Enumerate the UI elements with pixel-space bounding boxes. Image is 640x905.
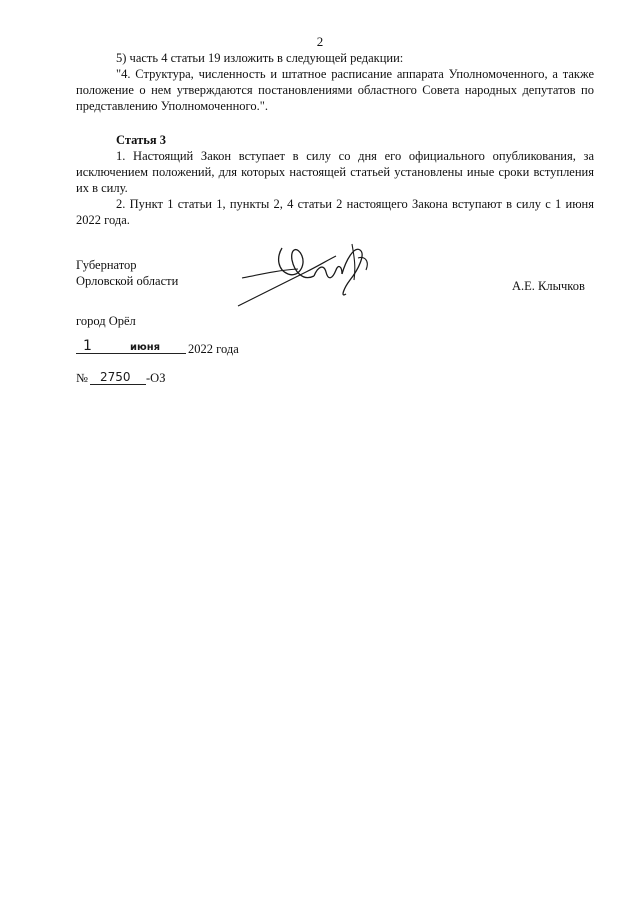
article-paragraph-1: 1. Настоящий Закон вступает в силу со дня его официального опубликования, за исключением положений, для которых настоящей статьей установлены иные сроки вступления их в силу. bbox=[76, 149, 594, 195]
handwritten-signature bbox=[232, 236, 382, 316]
date-year: 2022 года bbox=[188, 342, 239, 356]
date-month: июня bbox=[130, 342, 161, 353]
month-underline bbox=[116, 353, 186, 354]
date-day: 1 bbox=[83, 338, 92, 354]
document-body bbox=[76, 50, 594, 228]
signer-title-line2: Орловской области bbox=[76, 274, 179, 288]
article-heading: Статья 3 bbox=[116, 133, 166, 147]
article-paragraph-2: 2. Пункт 1 статьи 1, пункты 2, 4 статьи 2 настоящего Закона вступают в силу с 1 июня 2022 года. bbox=[76, 197, 594, 227]
amendment-item-5: 5) часть 4 статьи 19 изложить в следующей редакции: bbox=[116, 51, 404, 65]
law-number-prefix: № bbox=[76, 371, 88, 385]
law-number-value: 2750 bbox=[100, 370, 131, 384]
signer-title-line1: Губернатор bbox=[76, 258, 137, 272]
city-line: город Орёл bbox=[76, 314, 136, 328]
amendment-text: "4. Структура, численность и штатное расписание аппарата Уполномоченного, а также положение о нем утверждаются постановлениями областного Совета народных депутатов по представлению Уполномоченного.". bbox=[76, 67, 594, 113]
signer-name: А.Е. Клычков bbox=[512, 279, 585, 293]
number-underline bbox=[90, 384, 146, 385]
law-number-suffix: -ОЗ bbox=[146, 371, 166, 385]
page-number: 2 bbox=[316, 34, 324, 49]
